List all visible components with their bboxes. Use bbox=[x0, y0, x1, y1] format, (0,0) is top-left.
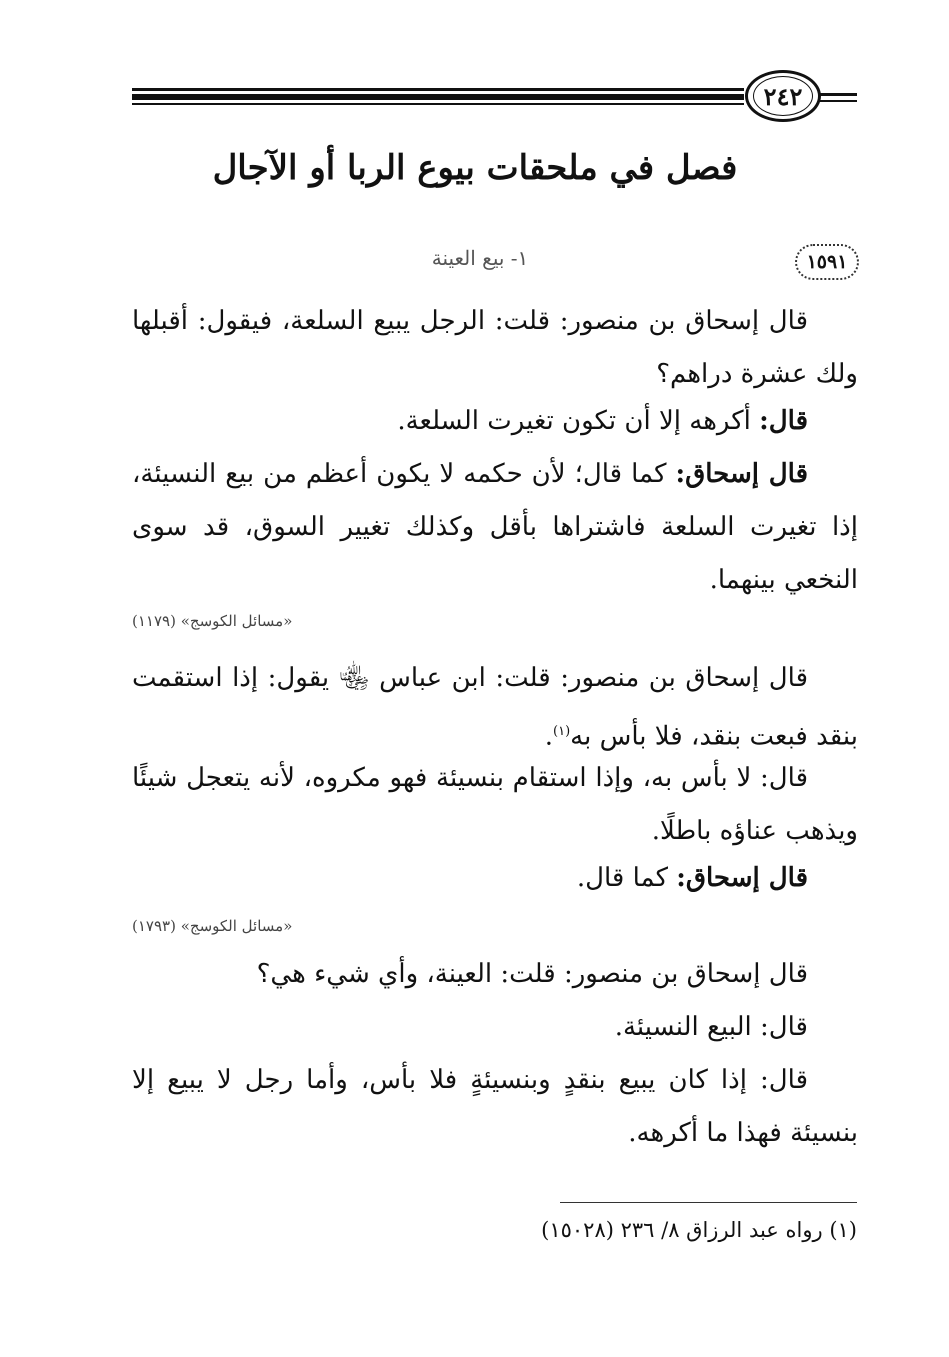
paragraph bbox=[132, 752, 858, 858]
source-citation: «مسائل الكوسج» (١١٧٩) bbox=[132, 612, 293, 630]
footnote-text: رواه عبد الرزاق ٨/ ٢٣٦ (١٥٠٢٨) bbox=[541, 1218, 830, 1242]
footnote-marker: (١) bbox=[829, 1218, 857, 1242]
paragraph bbox=[132, 395, 858, 448]
header-rule bbox=[132, 103, 744, 105]
entry-number: ١٥٩١ bbox=[806, 251, 848, 273]
header-rule bbox=[132, 94, 744, 100]
header-rule bbox=[132, 88, 744, 91]
paragraph-text: قال إسحاق بن منصور: قلت: ابن عباس ﵄ يقول: إذا استقمت بنقد فبعت بنقد، فلا بأس به bbox=[132, 663, 858, 752]
paragraph-text: قال: لا بأس به، وإذا استقام بنسيئة فهو مكروه، لأنه يتعجل شيئًا ويذهب عناؤه باطلًا. bbox=[132, 763, 858, 846]
paragraph-text: كما قال؛ لأن حكمه لا يكون أعظم من بيع النسيئة، إذا تغيرت السلعة فاشتراها بأقل وكذلك تغيير السوق، قد سوى النخعي بينهما. bbox=[132, 459, 858, 595]
footnote-divider bbox=[560, 1202, 857, 1203]
speaker-label: قال إسحاق: bbox=[675, 459, 808, 489]
paragraph-text: قال: إذا كان يبيع بنقدٍ وبنسيئةٍ فلا بأس، وأما رجل لا يبيع إلا بنسيئة فهذا ما أكرهه. bbox=[132, 1065, 858, 1148]
paragraph-text: . bbox=[544, 721, 554, 752]
paragraph bbox=[132, 652, 858, 764]
paragraph bbox=[132, 448, 858, 607]
section-subtitle: ١- بيع العينة bbox=[431, 246, 529, 270]
paragraph bbox=[132, 852, 858, 905]
paragraph-text: كما قال. bbox=[576, 863, 677, 893]
page-number: ٢٤٢ bbox=[763, 81, 803, 111]
source-citation: «مسائل الكوسج» (١٧٩٣) bbox=[132, 917, 293, 935]
paragraph bbox=[132, 948, 858, 1001]
page-number-badge bbox=[745, 70, 821, 122]
header-rule bbox=[820, 93, 857, 96]
paragraph bbox=[132, 295, 858, 401]
header-rule bbox=[820, 100, 857, 102]
paragraph bbox=[132, 1001, 858, 1054]
chapter-title: فصل في ملحقات بيوع الربا أو الآجال bbox=[212, 148, 738, 188]
footnote bbox=[400, 1218, 857, 1242]
speaker-label: قال إسحاق: bbox=[676, 863, 808, 893]
entry-number-badge bbox=[795, 244, 859, 280]
speaker-label: قال: bbox=[759, 406, 808, 436]
paragraph bbox=[132, 1054, 858, 1160]
paragraph-text: أكرهه إلا أن تكون تغيرت السلعة. bbox=[397, 406, 760, 436]
footnote-ref[interactable]: (١) bbox=[553, 724, 571, 739]
paragraph-text: قال إسحاق بن منصور: قلت: الرجل يبيع السلعة، فيقول: أقبلها ولك عشرة دراهم؟ bbox=[132, 306, 858, 389]
paragraph-text: قال إسحاق بن منصور: قلت: العينة، وأي شيء هي؟ bbox=[256, 959, 808, 989]
paragraph-text: قال: البيع النسيئة. bbox=[614, 1012, 808, 1042]
